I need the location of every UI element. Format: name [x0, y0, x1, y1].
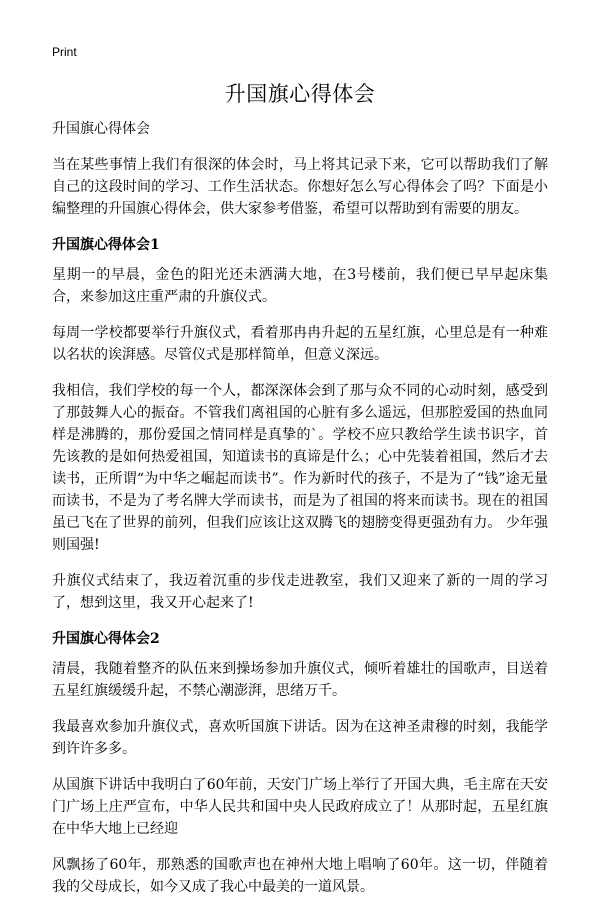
paragraph: 升旗仪式结束了，我迈着沉重的步伐走进教室，我们又迎来了新的一周的学习了，想到这里，我又开心起来了! — [52, 573, 548, 611]
paragraph: 我最喜欢参加升旗仪式，喜欢听国旗下讲话。因为在这神圣肃穆的时刻，我能学到许许多多。 — [52, 719, 548, 757]
paragraph: 从国旗下讲话中我明白了60年前，天安门广场上举行了开国大典，毛主席在天安门广场上庄严宣布，中华人民共和国中央人民政府成立了！从那时起，五星红旗在中华大地上已经迎 — [52, 777, 548, 837]
section-heading-1: 升国旗心得体会1 — [52, 237, 160, 253]
article-subtitle: 升国旗心得体会 — [52, 121, 150, 137]
paragraph: 我相信，我们学校的每一个人，都深深体会到了那与众不同的心动时刻，感受到了那鼓舞人心的振奋。不管我们离祖国的心脏有多么遥远，但那腔爱国的热血同样是沸腾的，那份爱国之情同样是真挚的`。学校不应只教给学生读书识字，首先该教的是如何热爱祖国，知道读书的真谛是什么；心中先装着祖国，然后才去读书，正所谓“为中华之崛起而读书”。作为新时代的孩子，不是为了“钱”途无量而读书，不是为了考名牌大学而读书，而是为了祖国的将来而读书。现在的祖国虽已飞在了世界的前列，但我们应该让这双腾飞的翅膀变得更强劲有力。 少年强则国强! — [52, 383, 548, 553]
paragraph: 每周一学校都要举行升旗仪式，看着那冉冉升起的五星红旗，心里总是有一种难以名状的诶湃感。尽管仪式是那样简单，但意义深远。 — [52, 325, 548, 363]
section-heading-2: 升国旗心得体会2 — [52, 631, 160, 647]
paragraph: 风飘扬了60年，那熟悉的国歌声也在神州大地上唱响了60年。这一切，伴随着我的父母成长，如今又成了我心中最美的一道风景。 — [52, 857, 548, 895]
print-link[interactable]: Print — [52, 45, 77, 59]
intro-paragraph: 当在某些事情上我们有很深的体会时，马上将其记录下来，它可以帮助我们了解自己的这段时间的学习、工作生活状态。你想好怎么写心得体会了吗？下面是小编整理的升国旗心得体会，供大家参考借鉴，希望可以帮助到有需要的朋友。 — [52, 157, 548, 217]
paragraph: 星期一的早晨，金色的阳光还未洒满大地，在3号楼前，我们便已早早起床集合，来参加这庄重严肃的升旗仪式。 — [52, 267, 548, 305]
article-body — [52, 118, 548, 912]
paragraph: 清晨，我随着整齐的队伍来到操场参加升旗仪式，倾听着雄壮的国歌声，目送着五星红旗缓缓升起，不禁心潮澎湃，思绪万千。 — [52, 661, 548, 699]
page-title: 升国旗心得体会 — [224, 82, 376, 106]
